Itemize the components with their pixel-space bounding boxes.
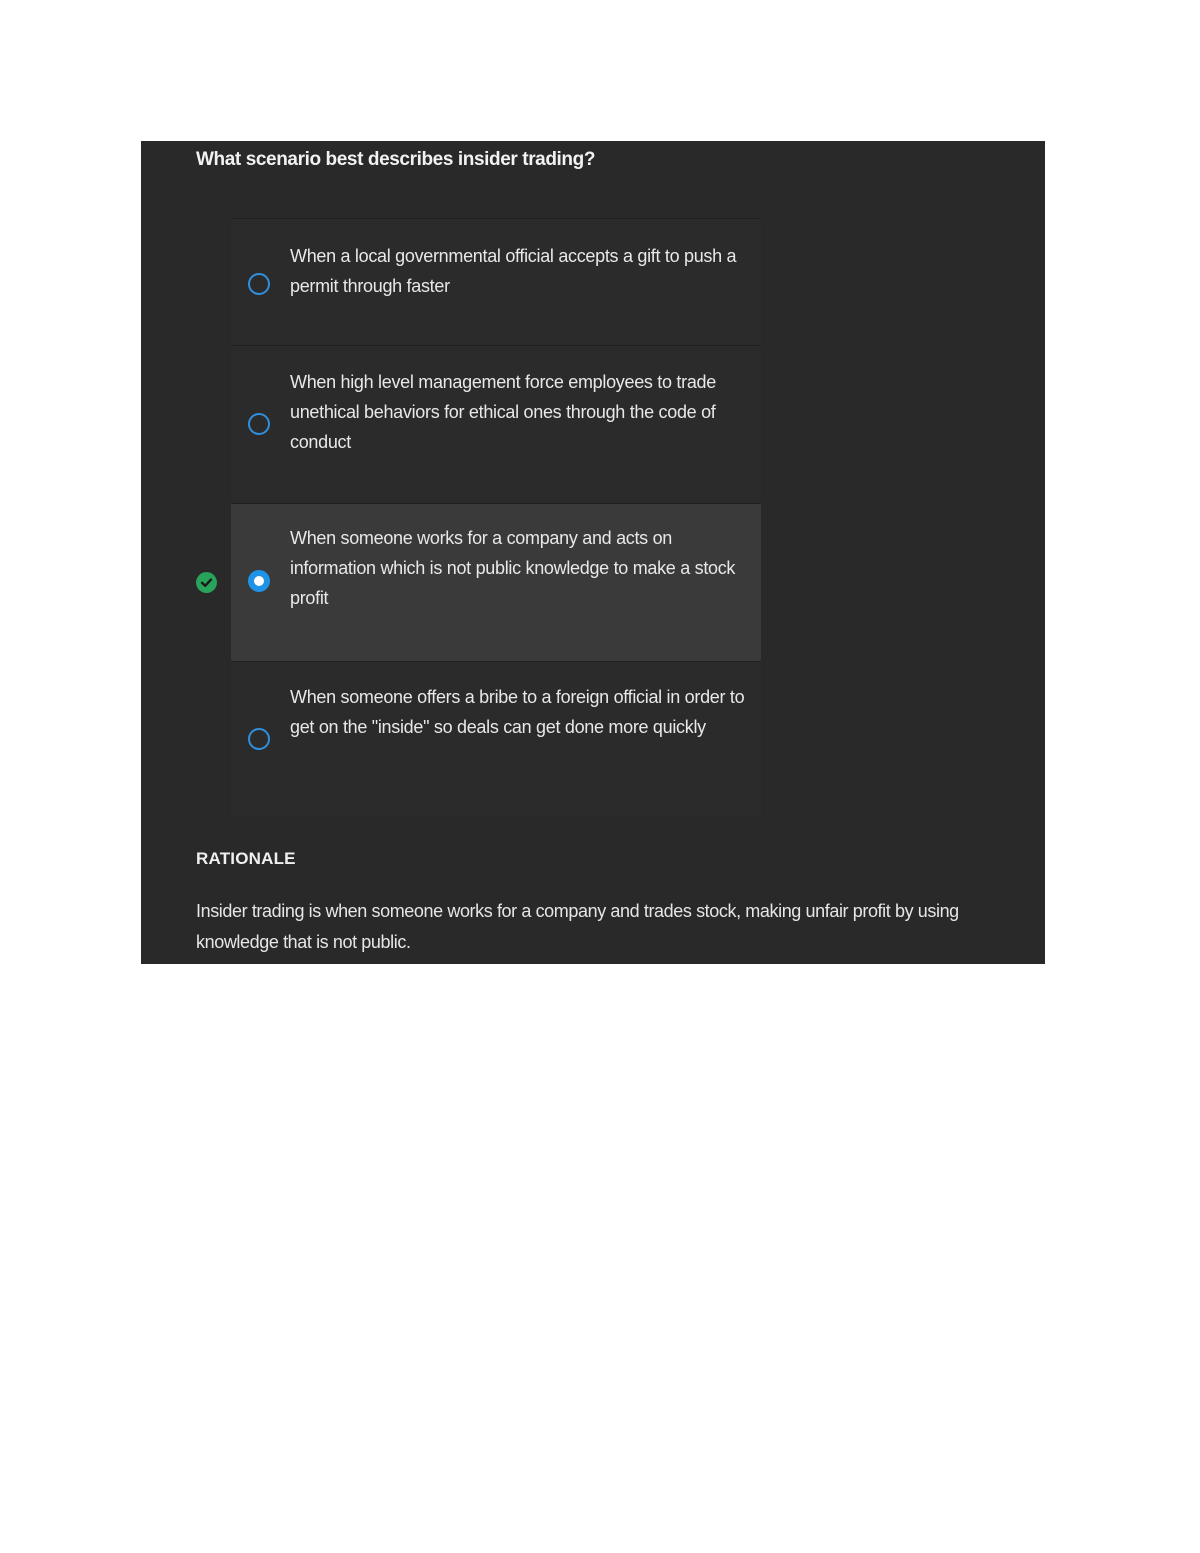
radio-button-icon[interactable] (248, 413, 270, 435)
answer-option-4[interactable] (231, 661, 761, 817)
answer-option-2[interactable] (231, 345, 761, 503)
rationale-heading: RATIONALE (196, 849, 296, 868)
radio-button-icon[interactable] (248, 273, 270, 295)
answer-option-text: When a local governmental official accepts a gift to push a permit through faster (290, 246, 737, 296)
answer-option-text: When high level management force employees to trade unethical behaviors for ethical ones through the code of conduct (290, 372, 716, 452)
answer-options (231, 218, 761, 817)
answer-option-3-selected[interactable] (231, 503, 761, 661)
question-panel (141, 141, 1045, 964)
radio-button-selected-icon[interactable] (248, 570, 270, 592)
rationale-text: Insider trading is when someone works for a company and trades stock, making unfair profit by using knowledge that is not public. (196, 901, 959, 952)
radio-button-icon[interactable] (248, 728, 270, 750)
check-circle-icon (196, 572, 217, 593)
question-text: What scenario best describes insider trading? (196, 149, 596, 170)
answer-option-1[interactable] (231, 218, 761, 345)
answer-option-text: When someone works for a company and acts on information which is not public knowledge to make a stock profit (290, 528, 736, 608)
answer-option-text: When someone offers a bribe to a foreign official in order to get on the "inside" so deals can get done more quickly (290, 687, 745, 737)
